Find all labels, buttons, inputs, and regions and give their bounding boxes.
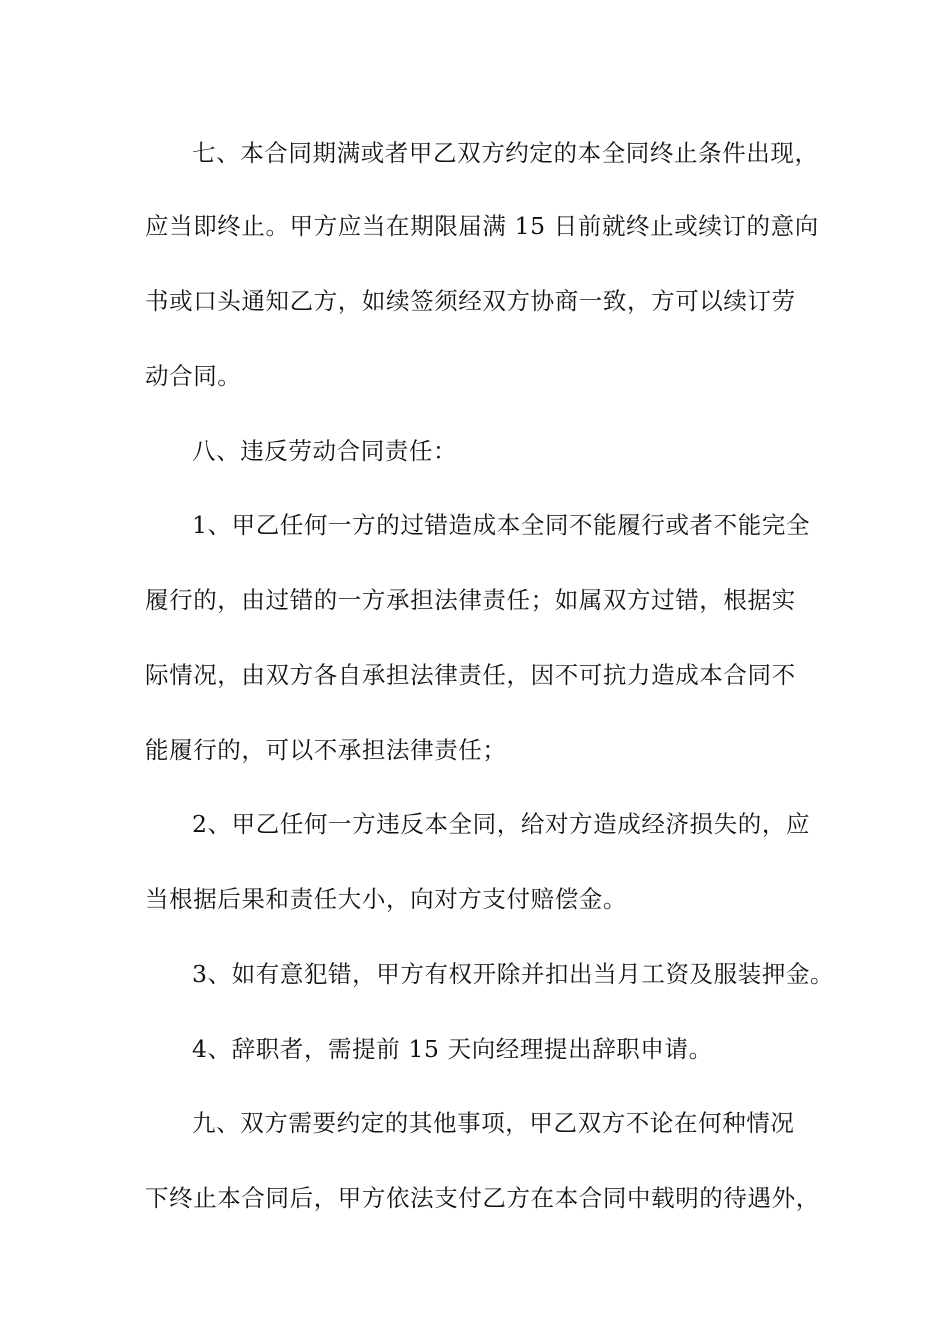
- section-8-heading: 八、违反劳动合同责任：: [192, 437, 458, 465]
- paragraph-9-line-1: 九、双方需要约定的其他事项，甲乙双方不论在何种情况: [192, 1109, 795, 1137]
- clause-3-line-1: 3、如有意犯错，甲方有权开除并扣出当月工资及服装押金。: [192, 960, 835, 988]
- paragraph-7-line-3: 书或口头通知乙方，如续签须经双方协商一致，方可以续订劳: [145, 287, 796, 315]
- clause-2-line-1: 2、甲乙任何一方违反本全同，给对方造成经济损失的，应: [192, 810, 811, 838]
- clause-1-line-3: 际情况，由双方各自承担法律责任，因不可抗力造成本合同不: [145, 661, 796, 689]
- clause-4-line-1: 4、辞职者，需提前 15 天向经理提出辞职申请。: [192, 1035, 713, 1063]
- clause-1-line-4: 能履行的，可以不承担法律责任；: [145, 736, 507, 764]
- clause-1-line-1: 1、甲乙任何一方的过错造成本全同不能履行或者不能完全: [192, 511, 811, 539]
- clause-2-line-2: 当根据后果和责任大小，向对方支付赔偿金。: [145, 885, 627, 913]
- paragraph-7-line-4: 动合同。: [145, 362, 242, 390]
- clause-1-line-2: 履行的，由过错的一方承担法律责任；如属双方过错，根据实: [145, 586, 796, 614]
- paragraph-7-line-1: 七、本合同期满或者甲乙双方约定的本全同终止条件出现，: [192, 139, 819, 167]
- paragraph-9-line-2: 下终止本合同后，甲方依法支付乙方在本合同中载明的待遇外，: [145, 1184, 820, 1212]
- paragraph-7-line-2: 应当即终止。甲方应当在期限届满 15 日前就终止或续订的意向: [145, 212, 819, 240]
